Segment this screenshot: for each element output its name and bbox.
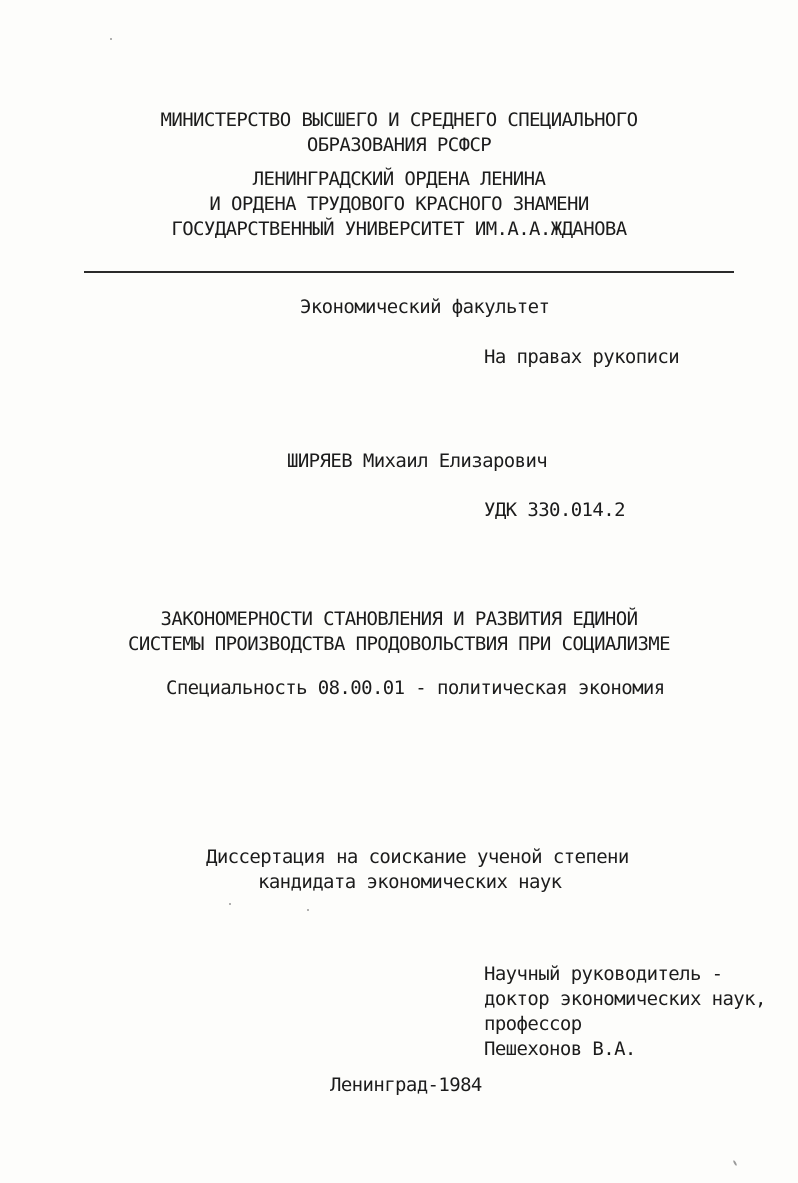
scan-speck [307,909,309,911]
supervisor-line-4: Пешехонов В.А. [484,1038,636,1060]
university-line-3: ГОСУДАРСТВЕННЫЙ УНИВЕРСИТЕТ ИМ.А.А.ЖДАНОВА [171,218,627,240]
supervisor-line-2: доктор экономических наук, [484,988,766,1010]
dissertation-line-1: Диссертация на соискание ученой степени [206,846,629,868]
dissertation-line-2: кандидата экономических наук [258,871,562,893]
manuscript-note: На правах рукописи [484,346,680,368]
scan-speck [110,38,112,40]
specialty: Специальность 08.00.01 - политическая экономия [166,677,665,699]
supervisor-line-3: профессор [484,1013,582,1035]
ministry-line-2: ОБРАЗОВАНИЯ РСФСР [306,134,492,156]
university-line-2: И ОРДЕНА ТРУДОВОГО КРАСНОГО ЗНАМЕНИ [209,193,589,215]
header-divider [84,271,734,273]
ministry-line-1: МИНИСТЕРСТВО ВЫСШЕГО И СРЕДНЕГО СПЕЦИАЛЬНОГО [160,109,638,131]
scan-speck [229,903,231,905]
author-name: ШИРЯЕВ Михаил Елизарович [287,450,548,472]
university-line-1: ЛЕНИНГРАДСКИЙ ОРДЕНА ЛЕНИНА [252,168,546,190]
title-line-2: СИСТЕМЫ ПРОИЗВОДСТВА ПРОДОВОЛЬСТВИЯ ПРИ СОЦИАЛИЗМЕ [128,633,670,655]
udc-code: УДК 330.014.2 [484,499,625,521]
scan-speck [733,1160,738,1166]
title-line-1: ЗАКОНОМЕРНОСТИ СТАНОВЛЕНИЯ И РАЗВИТИЯ ЕДИНОЙ [160,608,638,630]
faculty: Экономический факультет [300,296,550,318]
supervisor-line-1: Научный руководитель - [484,963,723,985]
place-year: Ленинград-1984 [330,1074,482,1096]
